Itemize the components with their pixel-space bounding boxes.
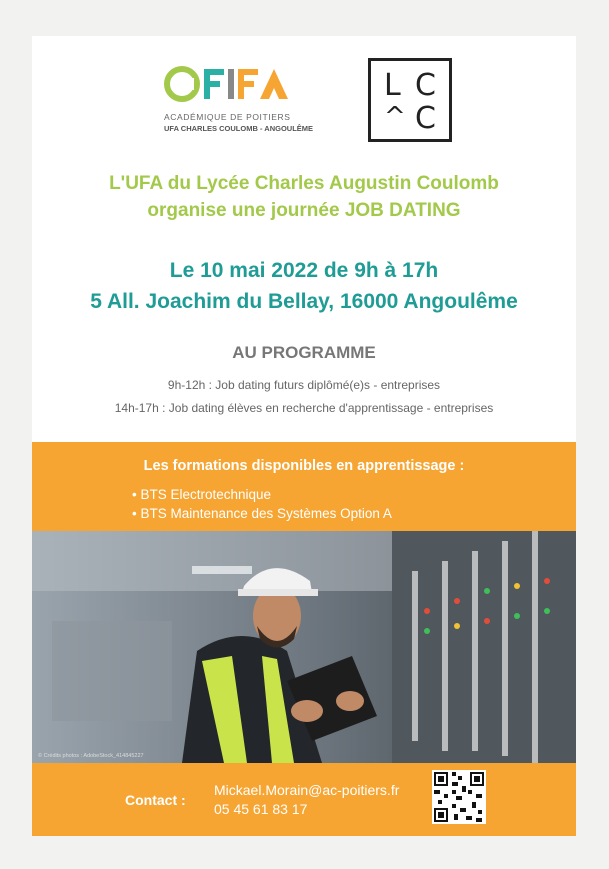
event-date: Le 10 mai 2022 de 9h à 17h — [169, 259, 439, 282]
programme-heading: AU PROGRAMME — [232, 343, 376, 362]
formations-heading: Les formations disponibles en apprentissage : — [143, 458, 465, 474]
formation-item: • BTS Electrotechnique — [132, 487, 272, 502]
programme-list — [32, 374, 576, 420]
flyer — [32, 36, 576, 836]
formations-list — [132, 485, 392, 523]
contact-info — [214, 781, 399, 819]
contact-phone[interactable]: 05 45 61 83 17 — [214, 801, 308, 817]
lcac-letter-c1: C — [415, 68, 436, 103]
contact-footer — [32, 763, 576, 836]
programme-item-afternoon: 14h-17h : Job dating élèves en recherche d'apprentissage - entreprises — [114, 401, 494, 415]
lcac-logo — [368, 58, 452, 142]
programme-item-morning: 9h-12h : Job dating futurs diplômé(e)s - entreprises — [167, 378, 441, 392]
contact-label: Contact : — [125, 792, 186, 808]
photo-credit: © Crédits photos : AdobeStock_414845227 — [38, 753, 144, 759]
title-line-2: organise une journée JOB DATING — [147, 200, 461, 221]
formation-item: • BTS Maintenance des Systèmes Option A — [132, 506, 392, 521]
event-address: 5 All. Joachim du Bellay, 16000 Angoulême — [90, 290, 518, 313]
photo-illustration — [32, 531, 576, 763]
qr-code-icon[interactable] — [432, 770, 486, 824]
lcac-letter-c2: C — [415, 101, 436, 136]
cfa-subtitle-academie: ACADÉMIQUE DE POITIERS — [164, 112, 291, 122]
event-details — [32, 255, 576, 317]
contact-email[interactable]: Mickael.Morain@ac-poitiers.fr — [214, 782, 400, 798]
event-title — [32, 170, 576, 224]
lcac-letter-l: L — [384, 68, 401, 103]
worker-photo — [32, 531, 576, 763]
lcac-letter-a: ^ — [384, 102, 406, 132]
formations-banner — [32, 442, 576, 531]
logos-row — [32, 56, 576, 146]
title-line-1: L'UFA du Lycée Charles Augustin Coulomb — [109, 173, 499, 194]
cfa-subtitle-ufa: UFA CHARLES COULOMB - ANGOULÊME — [164, 124, 314, 133]
